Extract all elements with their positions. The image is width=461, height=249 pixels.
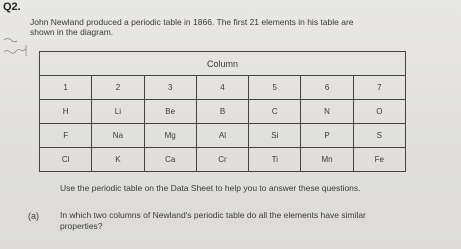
column-number: 2 xyxy=(92,76,144,100)
element-cell: O xyxy=(353,100,405,124)
element-cell: B xyxy=(196,100,248,124)
intro-line-2: shown in the diagram. xyxy=(30,27,114,37)
element-row xyxy=(40,148,406,172)
part-a-question xyxy=(60,210,455,232)
element-cell: Cl xyxy=(40,148,92,172)
element-cell: Al xyxy=(196,124,248,148)
element-cell: Ti xyxy=(249,148,301,172)
column-number: 7 xyxy=(353,76,405,100)
part-a-line-1: In which two columns of Newland's periodic table do all the elements have similar xyxy=(60,210,366,220)
question-number: Q2. xyxy=(3,1,21,13)
newland-periodic-table xyxy=(39,51,406,172)
element-cell: Be xyxy=(144,100,196,124)
part-a-label: (a) xyxy=(28,211,39,221)
question-intro xyxy=(30,17,450,37)
element-cell: Mg xyxy=(144,124,196,148)
element-row xyxy=(40,124,406,148)
column-number-row xyxy=(40,76,406,100)
instruction-text: Use the periodic table on the Data Sheet to help you to answer these questions. xyxy=(60,183,361,193)
element-cell: N xyxy=(301,100,353,124)
intro-line-1: John Newland produced a periodic table in 1866. The first 21 elements in his table are xyxy=(30,17,354,27)
element-cell: Mn xyxy=(301,148,353,172)
column-header: Column xyxy=(40,52,406,76)
column-number: 1 xyxy=(40,76,92,100)
part-a-line-2: properties? xyxy=(60,221,103,231)
element-cell: Li xyxy=(92,100,144,124)
element-cell: Cr xyxy=(196,148,248,172)
margin-pencil-scribble xyxy=(2,36,32,64)
periodic-table-grid xyxy=(39,51,406,172)
element-cell: Ca xyxy=(144,148,196,172)
element-cell: K xyxy=(92,148,144,172)
element-cell: H xyxy=(40,100,92,124)
column-number: 6 xyxy=(301,76,353,100)
element-cell: Na xyxy=(92,124,144,148)
element-cell: C xyxy=(249,100,301,124)
element-row xyxy=(40,100,406,124)
column-number: 3 xyxy=(144,76,196,100)
element-cell: F xyxy=(40,124,92,148)
column-number: 5 xyxy=(249,76,301,100)
element-cell: S xyxy=(353,124,405,148)
column-number: 4 xyxy=(196,76,248,100)
element-cell: P xyxy=(301,124,353,148)
element-cell: Si xyxy=(249,124,301,148)
element-cell: Fe xyxy=(353,148,405,172)
